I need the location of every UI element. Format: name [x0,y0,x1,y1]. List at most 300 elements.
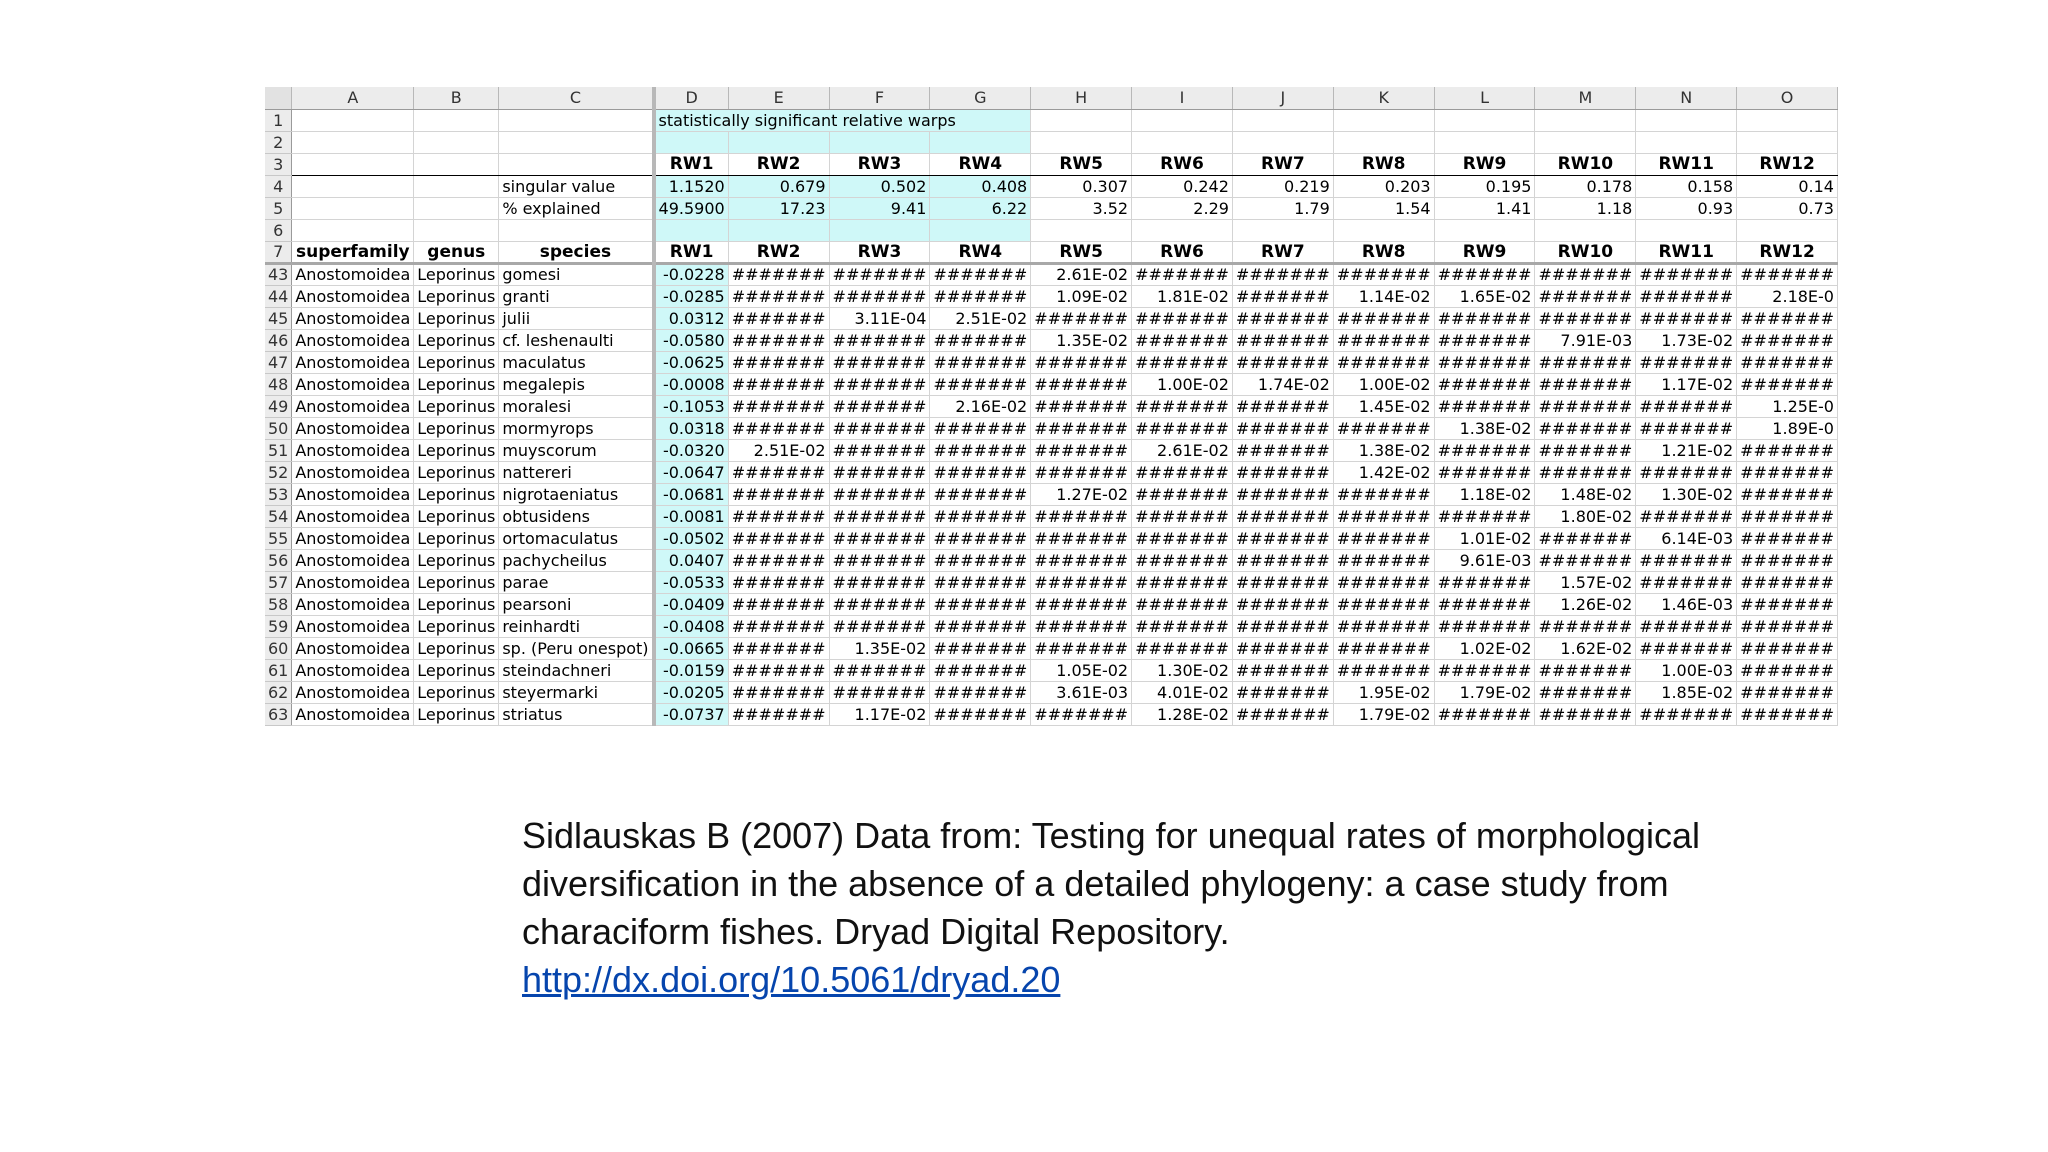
cell-a3[interactable] [292,153,414,175]
row-header[interactable]: 56 [265,549,292,571]
cell-o54[interactable]: ####### [1737,505,1838,527]
cell-j59[interactable]: ####### [1232,615,1333,637]
cell-n1[interactable] [1636,109,1737,131]
row-header[interactable]: 45 [265,307,292,329]
cell-o63[interactable]: ####### [1737,703,1838,725]
cell-f43[interactable]: ####### [829,263,930,285]
cell-genus[interactable]: Leporinus [414,571,499,593]
cell-superfamily[interactable]: Anostomoidea [292,395,414,417]
cell-species[interactable]: cf. leshenaulti [499,329,654,351]
cell-g63[interactable]: ####### [930,703,1031,725]
column-header-a[interactable]: A [292,87,414,109]
row-header[interactable]: 48 [265,373,292,395]
cell-o5[interactable]: 0.73 [1737,197,1838,219]
cell-f60[interactable]: 1.35E-02 [829,637,930,659]
cell-j44[interactable]: ####### [1232,285,1333,307]
cell-f56[interactable]: ####### [829,549,930,571]
cell-species[interactable]: moralesi [499,395,654,417]
cell-h6[interactable] [1031,219,1132,241]
cell-g43[interactable]: ####### [930,263,1031,285]
cell-h5[interactable]: 3.52 [1031,197,1132,219]
cell-superfamily[interactable]: Anostomoidea [292,549,414,571]
row-header[interactable]: 60 [265,637,292,659]
cell-species[interactable]: reinhardti [499,615,654,637]
cell-e56[interactable]: ####### [728,549,829,571]
cell-d5[interactable]: 49.5900 [654,197,729,219]
cell-h62[interactable]: 3.61E-03 [1031,681,1132,703]
cell-h59[interactable]: ####### [1031,615,1132,637]
cell-i56[interactable]: ####### [1132,549,1233,571]
cell-j54[interactable]: ####### [1232,505,1333,527]
cell-e63[interactable]: ####### [728,703,829,725]
cell-i45[interactable]: ####### [1132,307,1233,329]
cell-o1[interactable] [1737,109,1838,131]
cell-l52[interactable]: ####### [1434,461,1535,483]
cell-i7[interactable]: RW6 [1132,241,1233,263]
cell-i48[interactable]: 1.00E-02 [1132,373,1233,395]
cell-d49[interactable]: -0.1053 [654,395,729,417]
row-header[interactable]: 1 [265,109,292,131]
cell-j55[interactable]: ####### [1232,527,1333,549]
cell-m48[interactable]: ####### [1535,373,1636,395]
cell-g58[interactable]: ####### [930,593,1031,615]
cell-l56[interactable]: 9.61E-03 [1434,549,1535,571]
cell-g55[interactable]: ####### [930,527,1031,549]
cell-e60[interactable]: ####### [728,637,829,659]
cell-d53[interactable]: -0.0681 [654,483,729,505]
cell-m58[interactable]: 1.26E-02 [1535,593,1636,615]
cell-d55[interactable]: -0.0502 [654,527,729,549]
cell-superfamily[interactable]: Anostomoidea [292,527,414,549]
cell-i52[interactable]: ####### [1132,461,1233,483]
cell-o48[interactable]: ####### [1737,373,1838,395]
cell-e5[interactable]: 17.23 [728,197,829,219]
cell-n44[interactable]: ####### [1636,285,1737,307]
cell-i43[interactable]: ####### [1132,263,1233,285]
cell-g5[interactable]: 6.22 [930,197,1031,219]
cell-k56[interactable]: ####### [1333,549,1434,571]
cell-n50[interactable]: ####### [1636,417,1737,439]
cell-j58[interactable]: ####### [1232,593,1333,615]
cell-n45[interactable]: ####### [1636,307,1737,329]
cell-e51[interactable]: 2.51E-02 [728,439,829,461]
cell-d47[interactable]: -0.0625 [654,351,729,373]
cell-f3[interactable]: RW3 [829,153,930,175]
row-header[interactable]: 2 [265,131,292,153]
cell-species[interactable]: obtusidens [499,505,654,527]
cell-d59[interactable]: -0.0408 [654,615,729,637]
cell-i62[interactable]: 4.01E-02 [1132,681,1233,703]
cell-h60[interactable]: ####### [1031,637,1132,659]
cell-i6[interactable] [1132,219,1233,241]
cell-e43[interactable]: ####### [728,263,829,285]
cell-h47[interactable]: ####### [1031,351,1132,373]
cell-m63[interactable]: ####### [1535,703,1636,725]
row-header[interactable]: 63 [265,703,292,725]
cell-j50[interactable]: ####### [1232,417,1333,439]
cell-c5[interactable]: % explained [499,197,654,219]
cell-g57[interactable]: ####### [930,571,1031,593]
cell-g45[interactable]: 2.51E-02 [930,307,1031,329]
cell-i61[interactable]: 1.30E-02 [1132,659,1233,681]
cell-j7[interactable]: RW7 [1232,241,1333,263]
cell-n3[interactable]: RW11 [1636,153,1737,175]
row-header[interactable]: 4 [265,175,292,197]
cell-i55[interactable]: ####### [1132,527,1233,549]
cell-n43[interactable]: ####### [1636,263,1737,285]
cell-f59[interactable]: ####### [829,615,930,637]
cell-d48[interactable]: -0.0008 [654,373,729,395]
cell-d45[interactable]: 0.0312 [654,307,729,329]
cell-superfamily[interactable]: Anostomoidea [292,329,414,351]
cell-h55[interactable]: ####### [1031,527,1132,549]
cell-m55[interactable]: ####### [1535,527,1636,549]
cell-o44[interactable]: 2.18E-0 [1737,285,1838,307]
cell-g48[interactable]: ####### [930,373,1031,395]
cell-species[interactable]: gomesi [499,263,654,285]
cell-e44[interactable]: ####### [728,285,829,307]
row-header[interactable]: 50 [265,417,292,439]
row-header[interactable]: 55 [265,527,292,549]
cell-genus[interactable]: Leporinus [414,637,499,659]
cell-b4[interactable] [414,175,499,197]
cell-j2[interactable] [1232,131,1333,153]
cell-genus[interactable]: Leporinus [414,307,499,329]
cell-m57[interactable]: 1.57E-02 [1535,571,1636,593]
cell-k7[interactable]: RW8 [1333,241,1434,263]
cell-e3[interactable]: RW2 [728,153,829,175]
cell-l5[interactable]: 1.41 [1434,197,1535,219]
cell-b3[interactable] [414,153,499,175]
cell-d54[interactable]: -0.0081 [654,505,729,527]
cell-genus[interactable]: Leporinus [414,593,499,615]
cell-species[interactable]: parae [499,571,654,593]
cell-superfamily[interactable]: Anostomoidea [292,307,414,329]
cell-n5[interactable]: 0.93 [1636,197,1737,219]
cell-l47[interactable]: ####### [1434,351,1535,373]
cell-h46[interactable]: 1.35E-02 [1031,329,1132,351]
cell-n4[interactable]: 0.158 [1636,175,1737,197]
cell-species[interactable]: steindachneri [499,659,654,681]
cell-g51[interactable]: ####### [930,439,1031,461]
column-header-o[interactable]: O [1737,87,1838,109]
cell-genus[interactable]: Leporinus [414,329,499,351]
cell-k51[interactable]: 1.38E-02 [1333,439,1434,461]
cell-n53[interactable]: 1.30E-02 [1636,483,1737,505]
cell-superfamily[interactable]: Anostomoidea [292,373,414,395]
cell-h3[interactable]: RW5 [1031,153,1132,175]
cell-o47[interactable]: ####### [1737,351,1838,373]
cell-e62[interactable]: ####### [728,681,829,703]
cell-g47[interactable]: ####### [930,351,1031,373]
cell-g60[interactable]: ####### [930,637,1031,659]
select-all-corner[interactable] [265,87,292,109]
cell-l57[interactable]: ####### [1434,571,1535,593]
cell-b5[interactable] [414,197,499,219]
cell-c3[interactable] [499,153,654,175]
cell-d56[interactable]: 0.0407 [654,549,729,571]
cell-h1[interactable] [1031,109,1132,131]
cell-c7[interactable]: species [499,241,654,263]
cell-j4[interactable]: 0.219 [1232,175,1333,197]
cell-e47[interactable]: ####### [728,351,829,373]
cell-e59[interactable]: ####### [728,615,829,637]
cell-genus[interactable]: Leporinus [414,263,499,285]
cell-g49[interactable]: 2.16E-02 [930,395,1031,417]
row-header[interactable]: 49 [265,395,292,417]
cell-e54[interactable]: ####### [728,505,829,527]
cell-o7[interactable]: RW12 [1737,241,1838,263]
cell-n51[interactable]: 1.21E-02 [1636,439,1737,461]
cell-i53[interactable]: ####### [1132,483,1233,505]
cell-l62[interactable]: 1.79E-02 [1434,681,1535,703]
cell-f52[interactable]: ####### [829,461,930,483]
cell-n60[interactable]: ####### [1636,637,1737,659]
cell-f57[interactable]: ####### [829,571,930,593]
cell-genus[interactable]: Leporinus [414,615,499,637]
cell-l2[interactable] [1434,131,1535,153]
cell-i44[interactable]: 1.81E-02 [1132,285,1233,307]
cell-superfamily[interactable]: Anostomoidea [292,593,414,615]
cell-c4[interactable]: singular value [499,175,654,197]
cell-k43[interactable]: ####### [1333,263,1434,285]
cell-g59[interactable]: ####### [930,615,1031,637]
cell-k54[interactable]: ####### [1333,505,1434,527]
cell-k61[interactable]: ####### [1333,659,1434,681]
column-header-n[interactable]: N [1636,87,1737,109]
cell-o55[interactable]: ####### [1737,527,1838,549]
row-header[interactable]: 61 [265,659,292,681]
cell-b2[interactable] [414,131,499,153]
cell-superfamily[interactable]: Anostomoidea [292,263,414,285]
cell-l49[interactable]: ####### [1434,395,1535,417]
cell-g44[interactable]: ####### [930,285,1031,307]
cell-n48[interactable]: 1.17E-02 [1636,373,1737,395]
cell-genus[interactable]: Leporinus [414,483,499,505]
cell-l50[interactable]: 1.38E-02 [1434,417,1535,439]
cell-f46[interactable]: ####### [829,329,930,351]
cell-l1[interactable] [1434,109,1535,131]
cell-i54[interactable]: ####### [1132,505,1233,527]
cell-n52[interactable]: ####### [1636,461,1737,483]
cell-i60[interactable]: ####### [1132,637,1233,659]
column-header-j[interactable]: J [1232,87,1333,109]
cell-f50[interactable]: ####### [829,417,930,439]
cell-i59[interactable]: ####### [1132,615,1233,637]
cell-b6[interactable] [414,219,499,241]
cell-h48[interactable]: ####### [1031,373,1132,395]
cell-superfamily[interactable]: Anostomoidea [292,439,414,461]
cell-n59[interactable]: ####### [1636,615,1737,637]
cell-k58[interactable]: ####### [1333,593,1434,615]
cell-genus[interactable]: Leporinus [414,395,499,417]
cell-i57[interactable]: ####### [1132,571,1233,593]
cell-superfamily[interactable]: Anostomoidea [292,417,414,439]
cell-k55[interactable]: ####### [1333,527,1434,549]
cell-k49[interactable]: 1.45E-02 [1333,395,1434,417]
cell-d6[interactable] [654,219,729,241]
cell-m46[interactable]: 7.91E-03 [1535,329,1636,351]
cell-i5[interactable]: 2.29 [1132,197,1233,219]
cell-n56[interactable]: ####### [1636,549,1737,571]
cell-a5[interactable] [292,197,414,219]
cell-m4[interactable]: 0.178 [1535,175,1636,197]
cell-l7[interactable]: RW9 [1434,241,1535,263]
cell-o57[interactable]: ####### [1737,571,1838,593]
row-header[interactable]: 43 [265,263,292,285]
cell-g50[interactable]: ####### [930,417,1031,439]
cell-i46[interactable]: ####### [1132,329,1233,351]
cell-o4[interactable]: 0.14 [1737,175,1838,197]
cell-f61[interactable]: ####### [829,659,930,681]
column-header-e[interactable]: E [728,87,829,109]
cell-f58[interactable]: ####### [829,593,930,615]
cell-superfamily[interactable]: Anostomoidea [292,571,414,593]
column-header-g[interactable]: G [930,87,1031,109]
cell-superfamily[interactable]: Anostomoidea [292,637,414,659]
cell-h52[interactable]: ####### [1031,461,1132,483]
row-header[interactable]: 3 [265,153,292,175]
cell-j63[interactable]: ####### [1232,703,1333,725]
cell-k60[interactable]: ####### [1333,637,1434,659]
column-header-b[interactable]: B [414,87,499,109]
cell-o2[interactable] [1737,131,1838,153]
cell-a7[interactable]: superfamily [292,241,414,263]
cell-l53[interactable]: 1.18E-02 [1434,483,1535,505]
cell-e48[interactable]: ####### [728,373,829,395]
cell-g6[interactable] [930,219,1031,241]
cell-f48[interactable]: ####### [829,373,930,395]
cell-g46[interactable]: ####### [930,329,1031,351]
cell-h50[interactable]: ####### [1031,417,1132,439]
cell-n58[interactable]: 1.46E-03 [1636,593,1737,615]
cell-genus[interactable]: Leporinus [414,703,499,725]
cell-o58[interactable]: ####### [1737,593,1838,615]
column-header-m[interactable]: M [1535,87,1636,109]
cell-n6[interactable] [1636,219,1737,241]
cell-o49[interactable]: 1.25E-0 [1737,395,1838,417]
cell-l45[interactable]: ####### [1434,307,1535,329]
cell-k5[interactable]: 1.54 [1333,197,1434,219]
cell-j61[interactable]: ####### [1232,659,1333,681]
cell-n63[interactable]: ####### [1636,703,1737,725]
cell-f53[interactable]: ####### [829,483,930,505]
cell-d57[interactable]: -0.0533 [654,571,729,593]
cell-m60[interactable]: 1.62E-02 [1535,637,1636,659]
cell-m43[interactable]: ####### [1535,263,1636,285]
cell-f63[interactable]: 1.17E-02 [829,703,930,725]
cell-j6[interactable] [1232,219,1333,241]
cell-b1[interactable] [414,109,499,131]
cell-m54[interactable]: 1.80E-02 [1535,505,1636,527]
column-header-h[interactable]: H [1031,87,1132,109]
cell-f4[interactable]: 0.502 [829,175,930,197]
cell-g53[interactable]: ####### [930,483,1031,505]
cell-a2[interactable] [292,131,414,153]
cell-j62[interactable]: ####### [1232,681,1333,703]
cell-m59[interactable]: ####### [1535,615,1636,637]
column-header-d[interactable]: D [654,87,729,109]
cell-species[interactable]: sp. (Peru onespot) [499,637,654,659]
cell-l48[interactable]: ####### [1434,373,1535,395]
cell-i50[interactable]: ####### [1132,417,1233,439]
cell-k57[interactable]: ####### [1333,571,1434,593]
column-header-c[interactable]: C [499,87,654,109]
cell-l59[interactable]: ####### [1434,615,1535,637]
cell-k62[interactable]: 1.95E-02 [1333,681,1434,703]
cell-o52[interactable]: ####### [1737,461,1838,483]
cell-l44[interactable]: 1.65E-02 [1434,285,1535,307]
cell-species[interactable]: pachycheilus [499,549,654,571]
cell-l4[interactable]: 0.195 [1434,175,1535,197]
cell-d1-title[interactable]: statistically significant relative warps [654,109,1031,131]
cell-d58[interactable]: -0.0409 [654,593,729,615]
cell-o59[interactable]: ####### [1737,615,1838,637]
cell-f54[interactable]: ####### [829,505,930,527]
cell-species[interactable]: maculatus [499,351,654,373]
row-header[interactable]: 44 [265,285,292,307]
cell-n61[interactable]: 1.00E-03 [1636,659,1737,681]
cell-n57[interactable]: ####### [1636,571,1737,593]
cell-superfamily[interactable]: Anostomoidea [292,505,414,527]
cell-k52[interactable]: 1.42E-02 [1333,461,1434,483]
cell-m47[interactable]: ####### [1535,351,1636,373]
cell-d62[interactable]: -0.0205 [654,681,729,703]
cell-b7[interactable]: genus [414,241,499,263]
cell-m5[interactable]: 1.18 [1535,197,1636,219]
cell-j1[interactable] [1232,109,1333,131]
cell-n47[interactable]: ####### [1636,351,1737,373]
cell-l55[interactable]: 1.01E-02 [1434,527,1535,549]
cell-m1[interactable] [1535,109,1636,131]
cell-h45[interactable]: ####### [1031,307,1132,329]
cell-n7[interactable]: RW11 [1636,241,1737,263]
cell-h53[interactable]: 1.27E-02 [1031,483,1132,505]
row-header[interactable]: 7 [265,241,292,263]
cell-genus[interactable]: Leporinus [414,373,499,395]
cell-f2[interactable] [829,131,930,153]
cell-h7[interactable]: RW5 [1031,241,1132,263]
cell-a4[interactable] [292,175,414,197]
cell-d52[interactable]: -0.0647 [654,461,729,483]
cell-f49[interactable]: ####### [829,395,930,417]
cell-g7[interactable]: RW4 [930,241,1031,263]
cell-j48[interactable]: 1.74E-02 [1232,373,1333,395]
cell-i49[interactable]: ####### [1132,395,1233,417]
cell-k2[interactable] [1333,131,1434,153]
cell-l46[interactable]: ####### [1434,329,1535,351]
cell-f6[interactable] [829,219,930,241]
row-header[interactable]: 53 [265,483,292,505]
cell-l58[interactable]: ####### [1434,593,1535,615]
cell-k4[interactable]: 0.203 [1333,175,1434,197]
cell-i1[interactable] [1132,109,1233,131]
cell-k50[interactable]: ####### [1333,417,1434,439]
cell-superfamily[interactable]: Anostomoidea [292,703,414,725]
cell-j47[interactable]: ####### [1232,351,1333,373]
cell-e53[interactable]: ####### [728,483,829,505]
cell-d60[interactable]: -0.0665 [654,637,729,659]
cell-j57[interactable]: ####### [1232,571,1333,593]
cell-o45[interactable]: ####### [1737,307,1838,329]
cell-e2[interactable] [728,131,829,153]
cell-h43[interactable]: 2.61E-02 [1031,263,1132,285]
doi-link[interactable]: http://dx.doi.org/10.5061/dryad.20 [522,959,1061,1000]
cell-g4[interactable]: 0.408 [930,175,1031,197]
cell-j60[interactable]: ####### [1232,637,1333,659]
cell-superfamily[interactable]: Anostomoidea [292,461,414,483]
cell-c6[interactable] [499,219,654,241]
